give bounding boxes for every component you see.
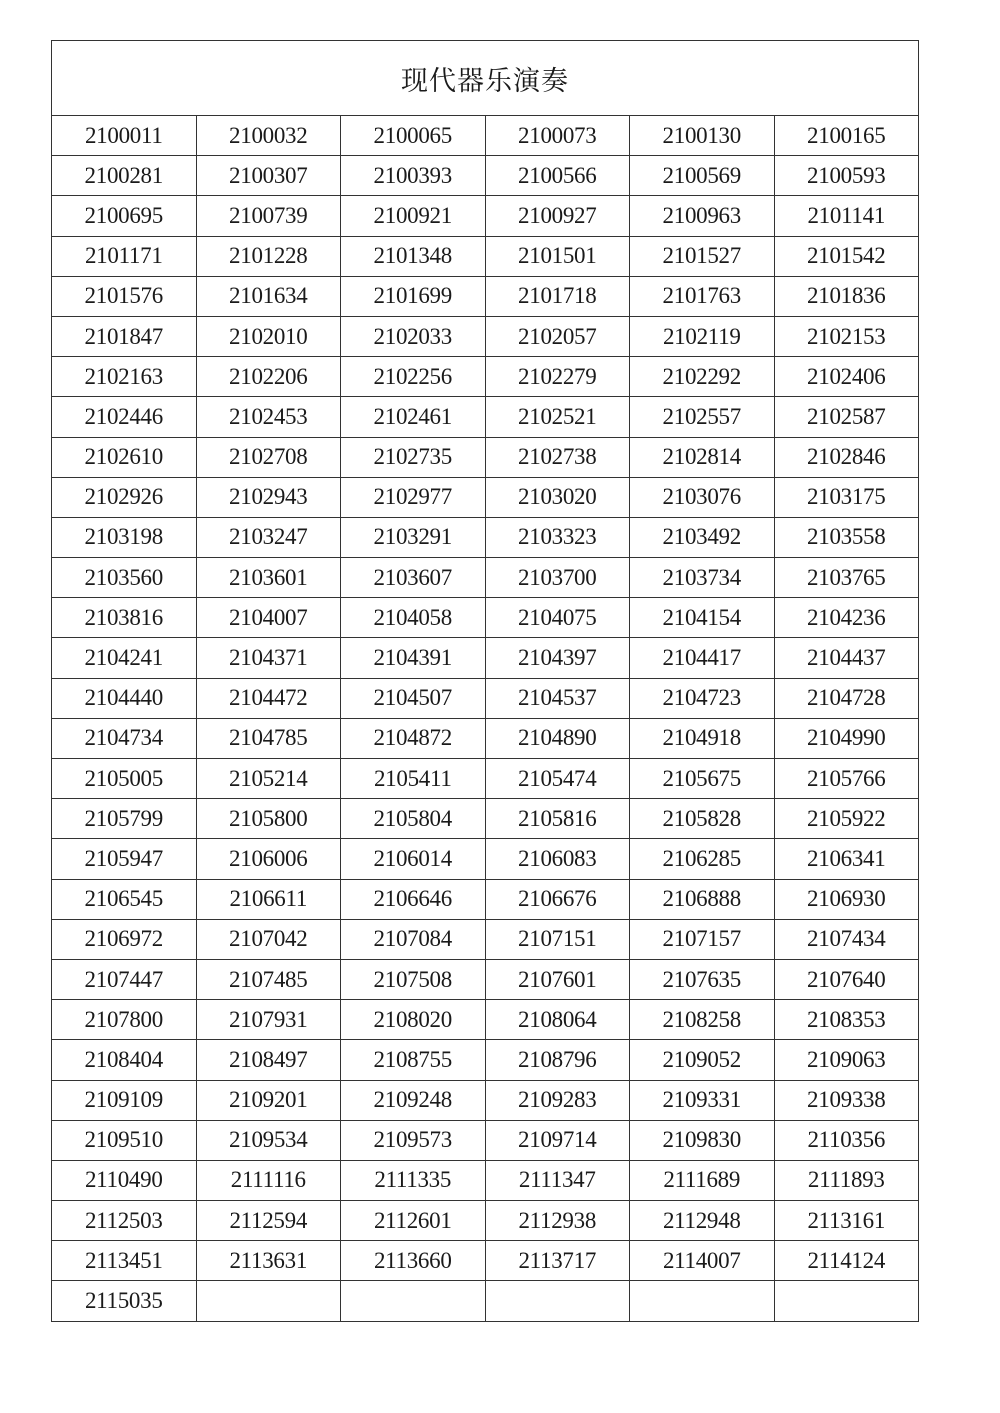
number-cell: 2101634: [196, 276, 341, 316]
number-cell: 2109714: [485, 1120, 630, 1160]
number-cell: 2106341: [774, 839, 919, 879]
number-cell: 2100165: [774, 116, 919, 156]
number-cell: 2102279: [485, 357, 630, 397]
number-cell: 2100739: [196, 196, 341, 236]
number-cell: 2107508: [341, 959, 486, 999]
table-row: [52, 638, 919, 678]
number-cell: 2102610: [52, 437, 197, 477]
number-cell: 2100393: [341, 156, 486, 196]
number-cell: 2109573: [341, 1120, 486, 1160]
table-row: [52, 156, 919, 196]
number-cell: 2101718: [485, 276, 630, 316]
number-cell: 2101576: [52, 276, 197, 316]
number-cell: 2100065: [341, 116, 486, 156]
number-cell: 2102977: [341, 477, 486, 517]
table-row: [52, 1120, 919, 1160]
number-cell: 2100963: [630, 196, 775, 236]
table-row: [52, 678, 919, 718]
number-cell: 2100921: [341, 196, 486, 236]
number-cell: 2102521: [485, 397, 630, 437]
number-cell: 2106972: [52, 919, 197, 959]
number-cell: 2104507: [341, 678, 486, 718]
number-cell: 2107640: [774, 959, 919, 999]
table-row: [52, 196, 919, 236]
number-cell: 2106285: [630, 839, 775, 879]
number-cell: 2104007: [196, 598, 341, 638]
number-cell: 2107485: [196, 959, 341, 999]
number-cell: 2100593: [774, 156, 919, 196]
table-row: [52, 437, 919, 477]
number-cell: 2101501: [485, 236, 630, 276]
table-row: [52, 1201, 919, 1241]
number-cell: 2106083: [485, 839, 630, 879]
number-cell: 2102206: [196, 357, 341, 397]
number-cell: 2104440: [52, 678, 197, 718]
number-cell: 2109201: [196, 1080, 341, 1120]
number-cell: 2104075: [485, 598, 630, 638]
table-row: [52, 799, 919, 839]
number-cell: 2103020: [485, 477, 630, 517]
number-cell: 2107447: [52, 959, 197, 999]
number-cell: 2105675: [630, 759, 775, 799]
number-cell: 2107084: [341, 919, 486, 959]
number-cell: 2105005: [52, 759, 197, 799]
number-cell: 2114007: [630, 1241, 775, 1281]
number-cell: 2108796: [485, 1040, 630, 1080]
number-cell: 2108020: [341, 1000, 486, 1040]
number-cell: 2111893: [774, 1160, 919, 1200]
table-row: [52, 879, 919, 919]
empty-cell: [774, 1281, 919, 1321]
number-cell: 2104417: [630, 638, 775, 678]
number-cell: 2103323: [485, 517, 630, 557]
number-cell: 2108258: [630, 1000, 775, 1040]
table-row: [52, 1000, 919, 1040]
table-row: [52, 598, 919, 638]
number-cell: 2114124: [774, 1241, 919, 1281]
number-cell: 2107151: [485, 919, 630, 959]
number-cell: 2108404: [52, 1040, 197, 1080]
number-cell: 2102010: [196, 316, 341, 356]
number-cell: 2104391: [341, 638, 486, 678]
number-cell: 2101763: [630, 276, 775, 316]
number-cell: 2113660: [341, 1241, 486, 1281]
number-cell: 2100566: [485, 156, 630, 196]
number-cell: 2104918: [630, 718, 775, 758]
number-cell: 2105411: [341, 759, 486, 799]
number-cell: 2113717: [485, 1241, 630, 1281]
number-cell: 2110356: [774, 1120, 919, 1160]
table-row: [52, 477, 919, 517]
number-cell: 2103291: [341, 517, 486, 557]
number-cell: 2111335: [341, 1160, 486, 1200]
number-cell: 2106006: [196, 839, 341, 879]
number-cell: 2102461: [341, 397, 486, 437]
number-cell: 2112503: [52, 1201, 197, 1241]
table-row: [52, 558, 919, 598]
table-row: [52, 718, 919, 758]
number-cell: 2102453: [196, 397, 341, 437]
number-cell: 2102153: [774, 316, 919, 356]
number-cell: 2102587: [774, 397, 919, 437]
number-cell: 2102033: [341, 316, 486, 356]
number-cell: 2104058: [341, 598, 486, 638]
number-cell: 2106930: [774, 879, 919, 919]
number-cell: 2107931: [196, 1000, 341, 1040]
number-cell: 2101228: [196, 236, 341, 276]
empty-cell: [485, 1281, 630, 1321]
table-row: [52, 517, 919, 557]
number-cell: 2102163: [52, 357, 197, 397]
number-cell: 2103247: [196, 517, 341, 557]
number-cell: 2106676: [485, 879, 630, 919]
table-row: [52, 759, 919, 799]
table-row: [52, 959, 919, 999]
admission-number-table: [51, 40, 919, 1322]
number-cell: 2109534: [196, 1120, 341, 1160]
number-cell: 2108353: [774, 1000, 919, 1040]
number-cell: 2113161: [774, 1201, 919, 1241]
number-cell: 2109510: [52, 1120, 197, 1160]
number-cell: 2101836: [774, 276, 919, 316]
number-cell: 2103175: [774, 477, 919, 517]
table-row: [52, 1080, 919, 1120]
number-cell: 2106646: [341, 879, 486, 919]
number-cell: 2102557: [630, 397, 775, 437]
number-cell: 2109338: [774, 1080, 919, 1120]
number-cell: 2100281: [52, 156, 197, 196]
number-cell: 2107601: [485, 959, 630, 999]
table-row: [52, 919, 919, 959]
table-row: [52, 1281, 919, 1321]
number-cell: 2109109: [52, 1080, 197, 1120]
number-cell: 2100307: [196, 156, 341, 196]
number-cell: 2103492: [630, 517, 775, 557]
number-cell: 2104154: [630, 598, 775, 638]
number-cell: 2109052: [630, 1040, 775, 1080]
number-cell: 2106888: [630, 879, 775, 919]
number-cell: 2100073: [485, 116, 630, 156]
number-cell: 2101527: [630, 236, 775, 276]
number-cell: 2103700: [485, 558, 630, 598]
number-cell: 2105804: [341, 799, 486, 839]
number-cell: 2100032: [196, 116, 341, 156]
number-cell: 2103734: [630, 558, 775, 598]
number-cell: 2105766: [774, 759, 919, 799]
number-cell: 2104723: [630, 678, 775, 718]
number-cell: 2105922: [774, 799, 919, 839]
number-cell: 2102292: [630, 357, 775, 397]
empty-cell: [196, 1281, 341, 1321]
number-cell: 2107434: [774, 919, 919, 959]
number-cell: 2109331: [630, 1080, 775, 1120]
number-cell: 2104890: [485, 718, 630, 758]
number-cell: 2113631: [196, 1241, 341, 1281]
number-cell: 2105816: [485, 799, 630, 839]
number-cell: 2109248: [341, 1080, 486, 1120]
number-cell: 2103198: [52, 517, 197, 557]
number-cell: 2103558: [774, 517, 919, 557]
number-cell: 2104236: [774, 598, 919, 638]
number-cell: 2100569: [630, 156, 775, 196]
number-cell: 2103607: [341, 558, 486, 598]
number-cell: 2102738: [485, 437, 630, 477]
number-cell: 2105799: [52, 799, 197, 839]
number-cell: 2101348: [341, 236, 486, 276]
number-cell: 2104472: [196, 678, 341, 718]
number-cell: 2104371: [196, 638, 341, 678]
number-cell: 2101847: [52, 316, 197, 356]
number-cell: 2102057: [485, 316, 630, 356]
number-cell: 2102119: [630, 316, 775, 356]
number-cell: 2100927: [485, 196, 630, 236]
number-cell: 2104990: [774, 718, 919, 758]
number-cell: 2101171: [52, 236, 197, 276]
number-cell: 2112601: [341, 1201, 486, 1241]
number-cell: 2107157: [630, 919, 775, 959]
number-cell: 2104785: [196, 718, 341, 758]
number-cell: 2108497: [196, 1040, 341, 1080]
number-cell: 2104728: [774, 678, 919, 718]
number-cell: 2103076: [630, 477, 775, 517]
number-cell: 2106545: [52, 879, 197, 919]
number-cell: 2112938: [485, 1201, 630, 1241]
number-cell: 2103816: [52, 598, 197, 638]
number-cell: 2104241: [52, 638, 197, 678]
table-row: [52, 1241, 919, 1281]
table-row: [52, 276, 919, 316]
number-cell: 2105800: [196, 799, 341, 839]
number-cell: 2108755: [341, 1040, 486, 1080]
number-cell: 2107635: [630, 959, 775, 999]
empty-cell: [341, 1281, 486, 1321]
number-cell: 2103560: [52, 558, 197, 598]
number-cell: 2111347: [485, 1160, 630, 1200]
number-cell: 2102446: [52, 397, 197, 437]
number-cell: 2102406: [774, 357, 919, 397]
number-cell: 2106014: [341, 839, 486, 879]
number-cell: 2104437: [774, 638, 919, 678]
number-cell: 2102846: [774, 437, 919, 477]
table-row: [52, 357, 919, 397]
number-cell: 2105947: [52, 839, 197, 879]
table-row: [52, 116, 919, 156]
number-cell: 2112594: [196, 1201, 341, 1241]
table-row: [52, 1160, 919, 1200]
empty-cell: [630, 1281, 775, 1321]
number-cell: 2102814: [630, 437, 775, 477]
title-row: [52, 41, 919, 116]
number-cell: 2104537: [485, 678, 630, 718]
number-cell: 2105474: [485, 759, 630, 799]
number-cell: 2103601: [196, 558, 341, 598]
number-cell: 2104397: [485, 638, 630, 678]
number-cell: 2103765: [774, 558, 919, 598]
number-cell: 2109830: [630, 1120, 775, 1160]
number-cell: 2100130: [630, 116, 775, 156]
number-cell: 2107800: [52, 1000, 197, 1040]
number-cell: 2109283: [485, 1080, 630, 1120]
page-title: 现代器乐演奏: [52, 41, 919, 116]
number-cell: 2100695: [52, 196, 197, 236]
number-cell: 2100011: [52, 116, 197, 156]
number-cell: 2104872: [341, 718, 486, 758]
number-cell: 2109063: [774, 1040, 919, 1080]
table-row: [52, 839, 919, 879]
number-cell: 2107042: [196, 919, 341, 959]
table-row: [52, 316, 919, 356]
table-row: [52, 397, 919, 437]
number-cell: 2106611: [196, 879, 341, 919]
number-cell: 2101699: [341, 276, 486, 316]
table-row: [52, 1040, 919, 1080]
number-cell: 2111116: [196, 1160, 341, 1200]
number-cell: 2102926: [52, 477, 197, 517]
number-cell: 2101141: [774, 196, 919, 236]
number-cell: 2111689: [630, 1160, 775, 1200]
number-cell: 2112948: [630, 1201, 775, 1241]
number-cell: 2102943: [196, 477, 341, 517]
number-cell: 2101542: [774, 236, 919, 276]
number-cell: 2108064: [485, 1000, 630, 1040]
number-cell: 2102256: [341, 357, 486, 397]
number-cell: 2115035: [52, 1281, 197, 1321]
number-cell: 2104734: [52, 718, 197, 758]
number-cell: 2110490: [52, 1160, 197, 1200]
number-cell: 2105828: [630, 799, 775, 839]
number-cell: 2113451: [52, 1241, 197, 1281]
number-cell: 2102735: [341, 437, 486, 477]
table-body: [52, 41, 919, 1322]
table-row: [52, 236, 919, 276]
number-cell: 2105214: [196, 759, 341, 799]
number-cell: 2102708: [196, 437, 341, 477]
